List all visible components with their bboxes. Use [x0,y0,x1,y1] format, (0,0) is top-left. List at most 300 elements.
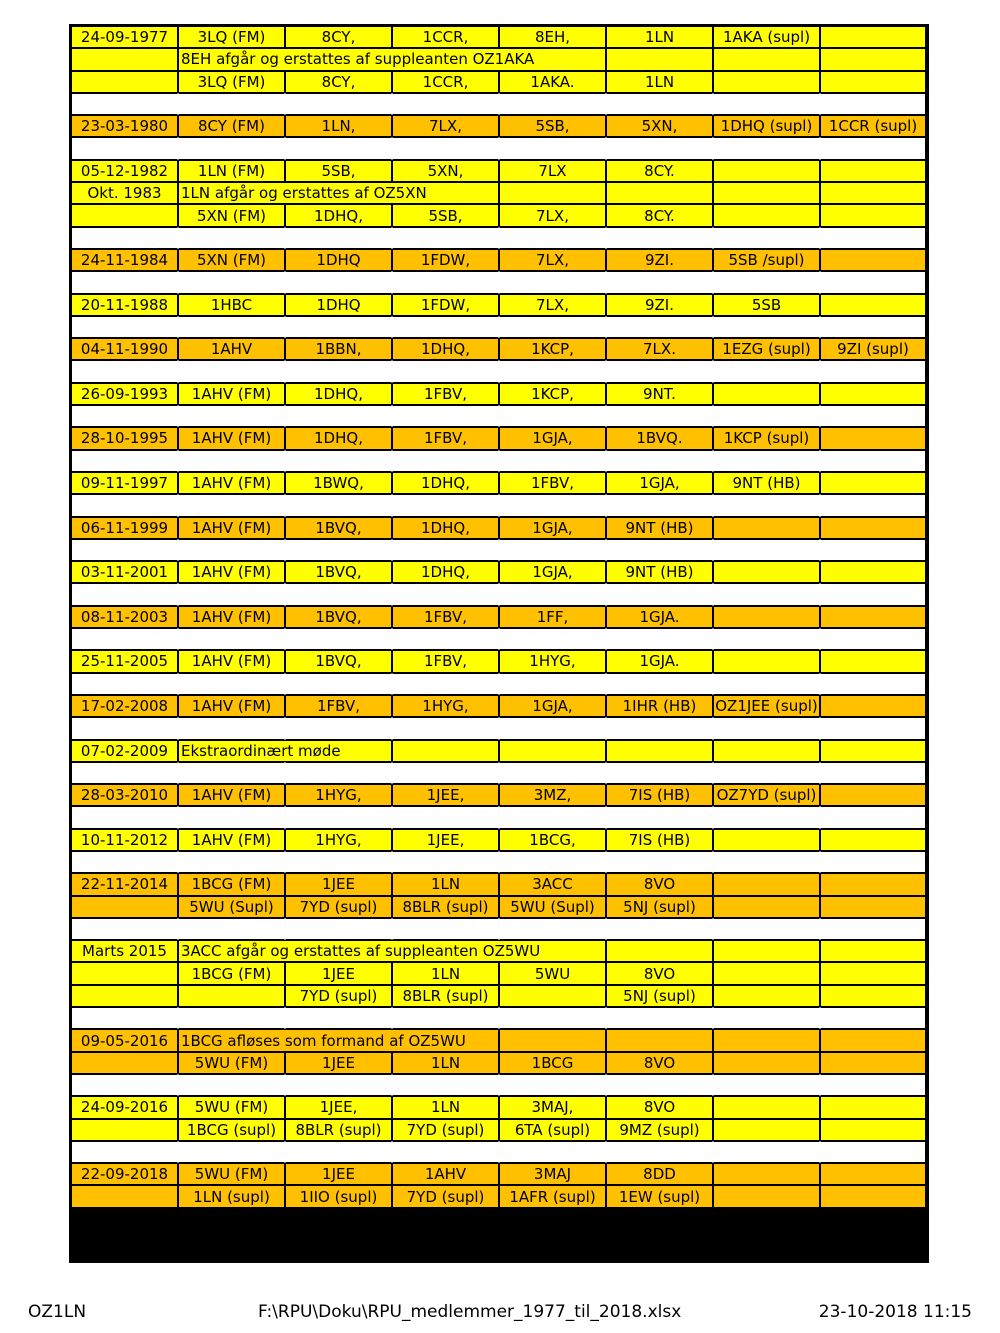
table-cell[interactable] [606,1141,713,1163]
date-cell[interactable] [71,762,178,784]
table-cell[interactable] [178,1141,285,1163]
table-cell[interactable] [820,160,926,182]
table-cell[interactable]: 9NT (HB) [713,472,820,494]
table-cell[interactable] [285,918,392,940]
table-cell[interactable]: 1LN (FM) [178,160,285,182]
table-cell[interactable] [392,1141,499,1163]
table-cell[interactable] [713,896,820,918]
table-cell[interactable]: 1JEE, [285,1096,392,1118]
table-cell[interactable]: 7LX, [499,249,606,271]
table-cell[interactable] [713,93,820,115]
table-cell[interactable] [285,1007,392,1029]
table-cell[interactable]: 1BCG, [499,829,606,851]
table-cell[interactable]: 3ACC [499,873,606,895]
table-cell[interactable] [178,762,285,784]
table-cell[interactable] [713,1007,820,1029]
table-cell[interactable]: 1FBV, [392,427,499,449]
note-cell[interactable]: 3ACC afgår og erstattes af suppleanten OZ5WU [178,940,606,962]
table-cell[interactable]: 1DHQ, [392,561,499,583]
table-cell[interactable]: 1LN [392,962,499,984]
table-cell[interactable] [820,606,926,628]
table-cell[interactable]: 1HYG, [392,695,499,717]
table-cell[interactable] [606,539,713,561]
date-cell[interactable]: 03-11-2001 [71,561,178,583]
table-cell[interactable]: 3MAJ, [499,1096,606,1118]
table-cell[interactable] [820,740,926,762]
table-cell[interactable] [820,962,926,984]
table-cell[interactable] [713,494,820,516]
table-cell[interactable]: 1AHV (FM) [178,383,285,405]
table-cell[interactable] [499,1141,606,1163]
table-cell[interactable] [713,851,820,873]
date-cell[interactable] [71,271,178,293]
table-cell[interactable]: 3LQ (FM) [178,71,285,93]
table-cell[interactable]: 5XN, [392,160,499,182]
table-cell[interactable] [713,873,820,895]
table-cell[interactable] [499,985,606,1007]
table-cell[interactable]: 1DHQ, [392,338,499,360]
table-cell[interactable] [285,539,392,561]
table-cell[interactable] [713,539,820,561]
table-cell[interactable] [820,1119,926,1141]
date-cell[interactable]: 17-02-2008 [71,695,178,717]
table-cell[interactable]: 1EW (supl) [606,1185,713,1207]
table-cell[interactable] [820,851,926,873]
table-cell[interactable] [285,762,392,784]
table-cell[interactable] [820,940,926,962]
table-cell[interactable] [606,360,713,382]
table-cell[interactable] [285,271,392,293]
table-cell[interactable]: 1AHV [392,1163,499,1185]
table-cell[interactable] [820,784,926,806]
table-cell[interactable]: 5SB [713,294,820,316]
table-cell[interactable]: 1BVQ. [606,427,713,449]
table-cell[interactable] [392,494,499,516]
table-cell[interactable]: 1AFR (supl) [499,1185,606,1207]
table-cell[interactable]: 1BCG (supl) [178,1119,285,1141]
table-cell[interactable] [713,606,820,628]
table-cell[interactable] [713,940,820,962]
table-cell[interactable] [713,517,820,539]
date-cell[interactable] [71,1007,178,1029]
table-cell[interactable]: 9NT (HB) [606,517,713,539]
table-cell[interactable] [499,762,606,784]
note-cell[interactable]: Ekstraordinært møde [178,740,392,762]
table-cell[interactable]: 1FDW, [392,249,499,271]
table-cell[interactable]: 1FBV, [392,383,499,405]
table-cell[interactable] [713,918,820,940]
table-cell[interactable] [178,628,285,650]
table-cell[interactable]: 1GJA, [499,427,606,449]
date-cell[interactable]: 24-09-1977 [71,26,178,48]
table-cell[interactable]: 1AHV (FM) [178,561,285,583]
table-cell[interactable]: 1EZG (supl) [713,338,820,360]
table-cell[interactable] [392,93,499,115]
date-cell[interactable]: 06-11-1999 [71,517,178,539]
table-cell[interactable] [713,137,820,159]
table-cell[interactable] [499,740,606,762]
table-cell[interactable]: 1GJA, [499,561,606,583]
date-cell[interactable]: 09-05-2016 [71,1029,178,1051]
table-cell[interactable] [820,806,926,828]
date-cell[interactable]: 24-11-1984 [71,249,178,271]
table-cell[interactable] [820,249,926,271]
table-cell[interactable] [820,1074,926,1096]
table-cell[interactable]: 7YD (supl) [285,985,392,1007]
table-cell[interactable]: 1BVQ, [285,561,392,583]
date-cell[interactable]: 10-11-2012 [71,829,178,851]
date-cell[interactable] [71,539,178,561]
date-cell[interactable] [71,1185,178,1207]
date-cell[interactable]: 22-11-2014 [71,873,178,895]
table-cell[interactable]: 5SB, [285,160,392,182]
date-cell[interactable] [71,1052,178,1074]
table-cell[interactable] [392,717,499,739]
table-cell[interactable] [606,405,713,427]
table-cell[interactable]: 7IS (HB) [606,784,713,806]
date-cell[interactable] [71,360,178,382]
table-cell[interactable]: 1LN (supl) [178,1185,285,1207]
table-cell[interactable] [499,918,606,940]
table-cell[interactable]: 1FBV, [285,695,392,717]
table-cell[interactable] [713,1096,820,1118]
table-cell[interactable] [392,1074,499,1096]
table-cell[interactable] [499,316,606,338]
table-cell[interactable] [499,1007,606,1029]
table-cell[interactable]: 1LN [392,1052,499,1074]
table-cell[interactable] [713,561,820,583]
table-cell[interactable]: 1HBC [178,294,285,316]
date-cell[interactable] [71,673,178,695]
table-cell[interactable] [499,539,606,561]
table-cell[interactable]: 1CCR, [392,26,499,48]
table-cell[interactable]: 7IS (HB) [606,829,713,851]
table-cell[interactable]: 1AHV (FM) [178,606,285,628]
table-cell[interactable] [392,137,499,159]
table-cell[interactable] [713,628,820,650]
table-cell[interactable]: 9NT. [606,383,713,405]
table-cell[interactable] [499,93,606,115]
table-cell[interactable] [285,494,392,516]
table-cell[interactable]: 8DD [606,1163,713,1185]
table-cell[interactable] [713,806,820,828]
table-cell[interactable] [499,360,606,382]
table-cell[interactable] [820,227,926,249]
table-cell[interactable] [606,673,713,695]
table-cell[interactable] [606,1074,713,1096]
table-cell[interactable] [820,494,926,516]
table-cell[interactable] [178,918,285,940]
table-cell[interactable] [392,227,499,249]
table-cell[interactable]: 1DHQ (supl) [713,115,820,137]
table-cell[interactable] [713,316,820,338]
table-cell[interactable] [499,628,606,650]
table-cell[interactable]: 1JEE [285,1052,392,1074]
table-cell[interactable]: 1DHQ, [285,383,392,405]
table-cell[interactable]: 9NT (HB) [606,561,713,583]
table-cell[interactable] [820,472,926,494]
table-cell[interactable] [285,583,392,605]
table-cell[interactable]: 1AHV (FM) [178,695,285,717]
table-cell[interactable] [499,450,606,472]
table-cell[interactable]: 7LX, [499,204,606,226]
table-cell[interactable] [713,1052,820,1074]
table-cell[interactable] [820,294,926,316]
table-cell[interactable]: 1BCG (FM) [178,873,285,895]
table-cell[interactable] [713,1119,820,1141]
table-cell[interactable] [285,806,392,828]
table-cell[interactable] [392,1007,499,1029]
table-cell[interactable] [820,427,926,449]
table-cell[interactable]: 1CCR, [392,71,499,93]
table-cell[interactable]: 6TA (supl) [499,1119,606,1141]
table-cell[interactable]: 1LN [606,71,713,93]
table-cell[interactable] [285,851,392,873]
table-cell[interactable]: 1JEE [285,1163,392,1185]
table-cell[interactable]: 8CY, [285,26,392,48]
table-cell[interactable]: 5WU (FM) [178,1163,285,1185]
table-cell[interactable]: 8CY (FM) [178,115,285,137]
table-cell[interactable] [606,271,713,293]
table-cell[interactable] [499,673,606,695]
table-cell[interactable] [285,316,392,338]
date-cell[interactable] [71,204,178,226]
table-cell[interactable]: 1IHR (HB) [606,695,713,717]
table-cell[interactable] [178,227,285,249]
table-cell[interactable]: OZ1JEE (supl) [713,695,820,717]
table-cell[interactable]: 9ZI. [606,294,713,316]
table-cell[interactable] [820,204,926,226]
date-cell[interactable]: 22-09-2018 [71,1163,178,1185]
table-cell[interactable] [606,628,713,650]
table-cell[interactable]: 1JEE [285,873,392,895]
table-cell[interactable]: 1AKA (supl) [713,26,820,48]
table-cell[interactable]: 1KCP, [499,338,606,360]
table-cell[interactable] [499,271,606,293]
table-cell[interactable]: 1BVQ, [285,606,392,628]
table-cell[interactable]: 1KCP, [499,383,606,405]
table-cell[interactable]: 7LX [499,160,606,182]
table-cell[interactable]: 7LX, [392,115,499,137]
table-cell[interactable] [285,360,392,382]
table-cell[interactable] [499,583,606,605]
table-cell[interactable] [820,1007,926,1029]
table-cell[interactable] [499,806,606,828]
table-cell[interactable] [285,673,392,695]
table-cell[interactable] [499,227,606,249]
table-cell[interactable]: 1GJA. [606,606,713,628]
table-cell[interactable]: 1FDW, [392,294,499,316]
table-cell[interactable]: 8BLR (supl) [392,985,499,1007]
table-cell[interactable]: 8CY. [606,160,713,182]
date-cell[interactable] [71,985,178,1007]
table-cell[interactable]: 1DHQ, [285,427,392,449]
date-cell[interactable] [71,806,178,828]
table-cell[interactable] [820,1052,926,1074]
table-cell[interactable]: 3LQ (FM) [178,26,285,48]
table-cell[interactable] [178,360,285,382]
table-cell[interactable] [713,1185,820,1207]
table-cell[interactable]: 5WU (Supl) [499,896,606,918]
table-cell[interactable] [285,717,392,739]
table-cell[interactable] [392,539,499,561]
table-cell[interactable] [392,918,499,940]
table-cell[interactable] [713,762,820,784]
table-cell[interactable] [606,48,713,70]
table-cell[interactable] [820,182,926,204]
table-cell[interactable]: 1DHQ, [392,517,499,539]
table-cell[interactable] [713,160,820,182]
table-cell[interactable]: 1AHV (FM) [178,472,285,494]
table-cell[interactable] [713,740,820,762]
table-cell[interactable] [820,93,926,115]
table-cell[interactable]: 5WU (FM) [178,1052,285,1074]
table-cell[interactable] [392,583,499,605]
table-cell[interactable] [820,896,926,918]
table-cell[interactable] [178,806,285,828]
table-cell[interactable] [606,450,713,472]
table-cell[interactable] [285,450,392,472]
table-cell[interactable] [713,673,820,695]
table-cell[interactable] [820,628,926,650]
date-cell[interactable] [71,227,178,249]
table-cell[interactable] [820,450,926,472]
table-cell[interactable] [499,405,606,427]
table-cell[interactable] [392,740,499,762]
table-cell[interactable] [606,1029,713,1051]
table-cell[interactable]: 8BLR (supl) [392,896,499,918]
table-cell[interactable] [285,93,392,115]
table-cell[interactable] [606,851,713,873]
table-cell[interactable]: 1GJA, [499,695,606,717]
date-cell[interactable]: 26-09-1993 [71,383,178,405]
table-cell[interactable] [713,583,820,605]
table-cell[interactable] [713,985,820,1007]
table-cell[interactable] [178,1074,285,1096]
table-cell[interactable]: 1BCG (FM) [178,962,285,984]
table-cell[interactable] [392,271,499,293]
table-cell[interactable] [392,360,499,382]
date-cell[interactable]: 23-03-1980 [71,115,178,137]
table-cell[interactable] [285,1141,392,1163]
table-cell[interactable]: 1HYG, [285,784,392,806]
table-cell[interactable]: 5NJ (supl) [606,896,713,918]
table-cell[interactable] [178,316,285,338]
table-cell[interactable] [499,137,606,159]
date-cell[interactable] [71,1119,178,1141]
table-cell[interactable]: 1BWQ, [285,472,392,494]
table-cell[interactable] [713,450,820,472]
table-cell[interactable] [713,360,820,382]
table-cell[interactable] [713,271,820,293]
table-cell[interactable] [606,717,713,739]
table-cell[interactable]: 1AHV (FM) [178,650,285,672]
table-cell[interactable]: 1IIO (supl) [285,1185,392,1207]
table-cell[interactable] [820,360,926,382]
table-cell[interactable] [178,1007,285,1029]
table-cell[interactable]: 1BVQ, [285,517,392,539]
table-cell[interactable] [392,405,499,427]
date-cell[interactable] [71,896,178,918]
date-cell[interactable]: 04-11-1990 [71,338,178,360]
table-cell[interactable] [606,918,713,940]
table-cell[interactable] [285,628,392,650]
date-cell[interactable] [71,1074,178,1096]
table-cell[interactable] [178,137,285,159]
table-cell[interactable] [713,962,820,984]
date-cell[interactable]: Marts 2015 [71,940,178,962]
table-cell[interactable] [713,383,820,405]
note-cell[interactable]: 1BCG afløses som formand af OZ5WU [178,1029,499,1051]
table-cell[interactable] [820,137,926,159]
table-cell[interactable]: 1JEE, [392,784,499,806]
table-cell[interactable]: 5WU (FM) [178,1096,285,1118]
table-cell[interactable] [285,1074,392,1096]
table-cell[interactable]: 1AHV (FM) [178,517,285,539]
table-cell[interactable] [178,93,285,115]
table-cell[interactable]: 1AHV (FM) [178,784,285,806]
table-cell[interactable] [606,494,713,516]
table-cell[interactable] [178,717,285,739]
date-cell[interactable] [71,717,178,739]
table-cell[interactable]: 9ZI. [606,249,713,271]
note-cell[interactable]: 8EH afgår og erstattes af suppleanten OZ1AKA [178,48,606,70]
table-cell[interactable] [820,1096,926,1118]
table-cell[interactable]: 8VO [606,962,713,984]
table-cell[interactable] [606,137,713,159]
table-cell[interactable] [713,829,820,851]
table-cell[interactable] [713,1163,820,1185]
table-cell[interactable]: 1FBV, [499,472,606,494]
table-cell[interactable] [392,316,499,338]
table-cell[interactable] [820,1185,926,1207]
table-cell[interactable] [392,450,499,472]
table-cell[interactable]: 1FF, [499,606,606,628]
table-cell[interactable] [713,650,820,672]
table-cell[interactable]: 1FBV, [392,650,499,672]
table-cell[interactable]: 1GJA, [499,517,606,539]
table-cell[interactable] [285,227,392,249]
table-cell[interactable]: 3MAJ [499,1163,606,1185]
date-cell[interactable] [71,48,178,70]
table-cell[interactable] [392,673,499,695]
table-cell[interactable]: 1DHQ, [392,472,499,494]
date-cell[interactable]: 24-09-2016 [71,1096,178,1118]
table-cell[interactable] [713,204,820,226]
table-cell[interactable] [820,717,926,739]
table-cell[interactable]: 5XN (FM) [178,249,285,271]
table-cell[interactable]: 9ZI (supl) [820,338,926,360]
table-cell[interactable] [178,851,285,873]
date-cell[interactable] [71,71,178,93]
table-cell[interactable] [820,918,926,940]
table-cell[interactable]: 8BLR (supl) [285,1119,392,1141]
table-cell[interactable]: 8CY. [606,204,713,226]
date-cell[interactable] [71,494,178,516]
table-cell[interactable] [820,517,926,539]
table-cell[interactable] [606,806,713,828]
table-cell[interactable] [606,1007,713,1029]
table-cell[interactable]: 1GJA. [606,650,713,672]
table-cell[interactable] [499,182,606,204]
table-cell[interactable] [713,227,820,249]
table-cell[interactable] [606,740,713,762]
date-cell[interactable] [71,583,178,605]
table-cell[interactable]: 1CCR (supl) [820,115,926,137]
table-cell[interactable] [820,583,926,605]
table-cell[interactable] [285,405,392,427]
table-cell[interactable] [820,695,926,717]
